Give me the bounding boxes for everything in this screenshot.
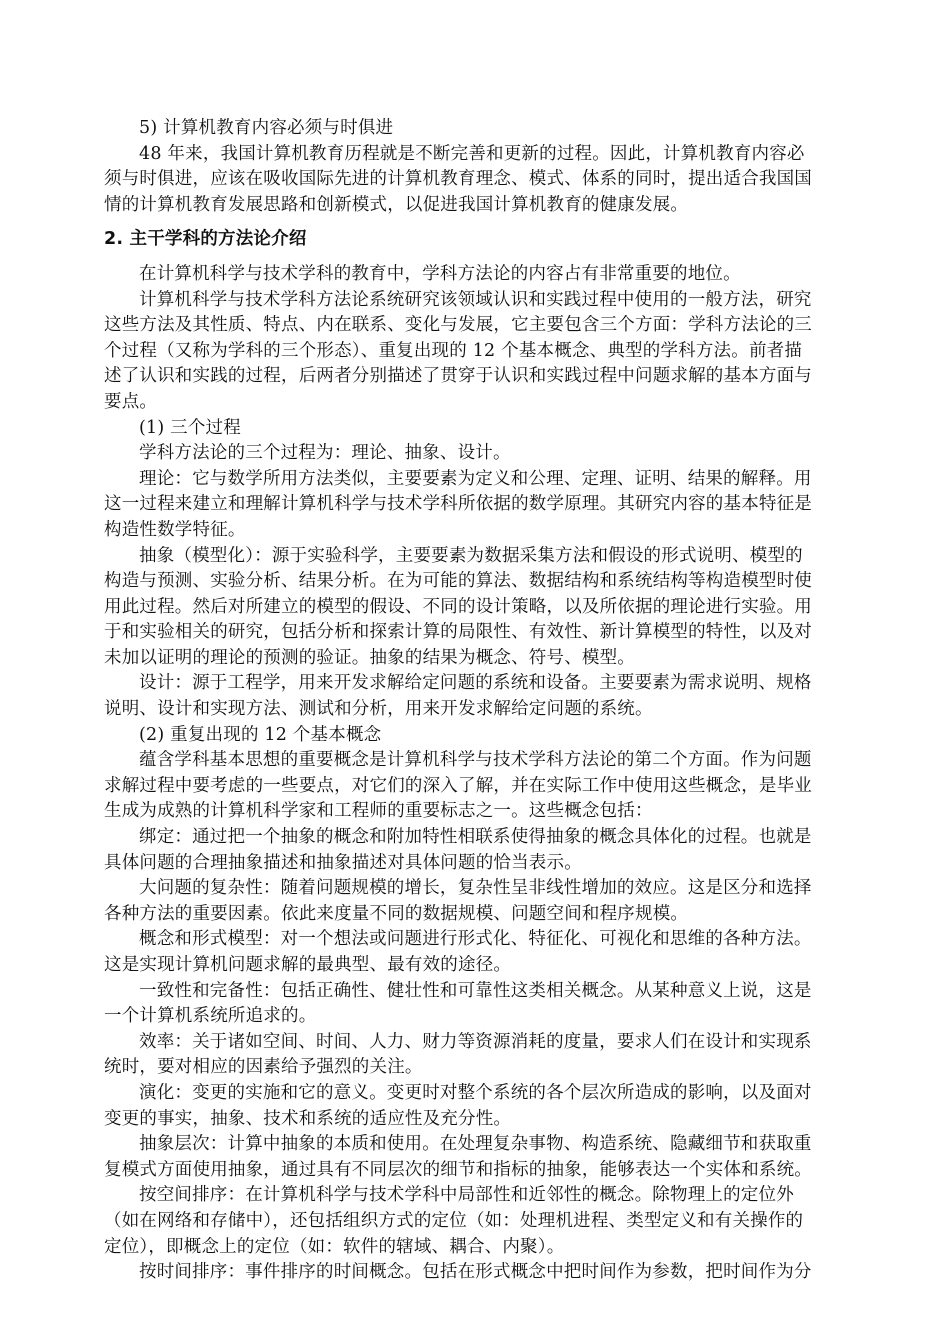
paragraph-line: 一个计算机系统所追求的。 [104,1006,317,1027]
paragraph-line: 须与时俱进，应该在吸收国际先进的计算机教育理念、模式、体系的同时，提出适合我国国 [104,169,812,190]
paragraph-line: 情的计算机教育发展思路和创新模式，以促进我国计算机教育的健康发展。 [104,194,689,215]
paragraph-line: 概念和形式模型：对一个想法或问题进行形式化、特征化、可视化和思维的各种方法。 [139,929,812,950]
paragraph-line: 要点。 [104,391,158,412]
paragraph-line: 用此过程。然后对所建立的模型的假设、不同的设计策略，以及所依据的理论进行实验。用 [104,596,812,617]
paragraph-line: 绑定：通过把一个抽象的概念和附加特性相联系使得抽象的概念具体化的过程。也就是 [139,827,812,848]
paragraph-line: 大问题的复杂性：随着问题规模的增长，复杂性呈非线性增加的效应。这是区分和选择 [139,878,812,899]
paragraph-line: 演化：变更的实施和它的意义。变更时对整个系统的各个层次所造成的影响，以及面对 [139,1082,812,1103]
paragraph-line: 48 年来，我国计算机教育历程就是不断完善和更新的过程。因此，计算机教育内容必 [139,143,805,164]
paragraph-line: 定位），即概念上的定位（如：软件的辖域、耦合、内聚）。 [104,1236,565,1257]
paragraph-line: 这一过程来建立和理解计算机科学与技术学科所依据的数学原理。其研究内容的基本特征是 [104,494,812,515]
list-item-heading: 5) 计算机教育内容必须与时俱进 [139,118,394,138]
paragraph-line: 构造性数学特征。 [104,519,246,540]
paragraph-line: 按空间排序：在计算机科学与技术学科中局部性和近邻性的概念。除物理上的定位外 [139,1185,794,1206]
paragraph-line: 统时，要对相应的因素给予强烈的关注。 [104,1057,423,1078]
paragraph-line: 在计算机科学与技术学科的教育中，学科方法论的内容占有非常重要的地位。 [139,263,741,284]
paragraph-line: 复模式方面使用抽象，通过具有不同层次的细节和指标的抽象，能够表达一个实体和系统。 [104,1159,812,1180]
paragraph-line: 述了认识和实践的过程，后两者分别描述了贯穿于认识和实践过程中问题求解的基本方面与 [104,366,812,387]
paragraph-line: 构造与预测、实验分析、结果分析。在为可能的算法、数据结构和系统结构等构造模型时使 [104,571,812,592]
paragraph-line: 效率：关于诸如空间、时间、人力、财力等资源消耗的度量，要求人们在设计和实现系 [139,1031,812,1052]
paragraph-line: 生成为成熟的计算机科学家和工程师的重要标志之一。这些概念包括： [104,801,653,822]
paragraph-line: 按时间排序：事件排序的时间概念。包括在形式概念中把时间作为参数，把时间作为分 [139,1262,812,1283]
section-heading: 2. 主干学科的方法论介绍 [104,229,307,250]
paragraph-line: 抽象（模型化）：源于实验科学，主要要素为数据采集方法和假设的形式说明、模型的 [139,545,803,566]
paragraph-line: 计算机科学与技术学科方法论系统研究该领域认识和实践过程中使用的一般方法，研究 [139,289,812,310]
paragraph-line: （如在网络和存储中），还包括组织方式的定位（如：处理机进程、类型定义和有关操作的 [104,1210,804,1231]
paragraph-line: 这是实现计算机问题求解的最典型、最有效的途径。 [104,955,512,975]
paragraph-line: 一致性和完备性：包括正确性、健壮性和可靠性这类相关概念。从某种意义上说，这是 [139,980,812,1001]
subsection-heading: (1) 三个过程 [139,417,241,438]
subsection-heading: (2) 重复出现的 12 个基本概念 [139,724,382,745]
paragraph-line: 具体问题的合理抽象描述和抽象描述对具体问题的恰当表示。 [104,852,582,873]
paragraph-line: 蕴含学科基本思想的重要概念是计算机科学与技术学科方法论的第二个方面。作为问题 [139,750,812,771]
paragraph-line: 求解过程中要考虑的一些要点，对它们的深入了解，并在实际工作中使用这些概念，是毕业 [104,775,812,796]
paragraph-line: 于和实验相关的研究，包括分析和探索计算的局限性、有效性、新计算模型的特性，以及对 [104,622,812,643]
paragraph-line: 说明、设计和实现方法、测试和分析，用来开发求解给定问题的系统。 [104,699,653,720]
paragraph-line: 未加以证明的理论的预测的验证。抽象的结果为概念、符号、模型。 [104,647,635,668]
paragraph-line: 抽象层次：计算中抽象的本质和使用。在处理复杂事物、构造系统、隐藏细节和获取重 [139,1134,812,1155]
paragraph-line: 设计：源于工程学，用来开发求解给定问题的系统和设备。主要要素为需求说明、规格 [139,673,812,694]
paragraph-line: 理论：它与数学所用方法类似，主要要素为定义和公理、定理、证明、结果的解释。用 [139,468,812,489]
paragraph-line: 各种方法的重要因素。依此来度量不同的数据规模、问题空间和程序规模。 [104,903,689,924]
paragraph-line: 变更的事实，抽象、技术和系统的适应性及充分性。 [104,1108,512,1129]
paragraph-line: 个过程（又称为学科的三个形态）、重复出现的 12 个基本概念、典型的学科方法。前者描 [104,340,803,361]
paragraph-line: 这些方法及其性质、特点、内在联系、变化与发展，它主要包含三个方面：学科方法论的三 [104,315,812,336]
paragraph-line: 学科方法论的三个过程为：理论、抽象、设计。 [139,443,511,464]
